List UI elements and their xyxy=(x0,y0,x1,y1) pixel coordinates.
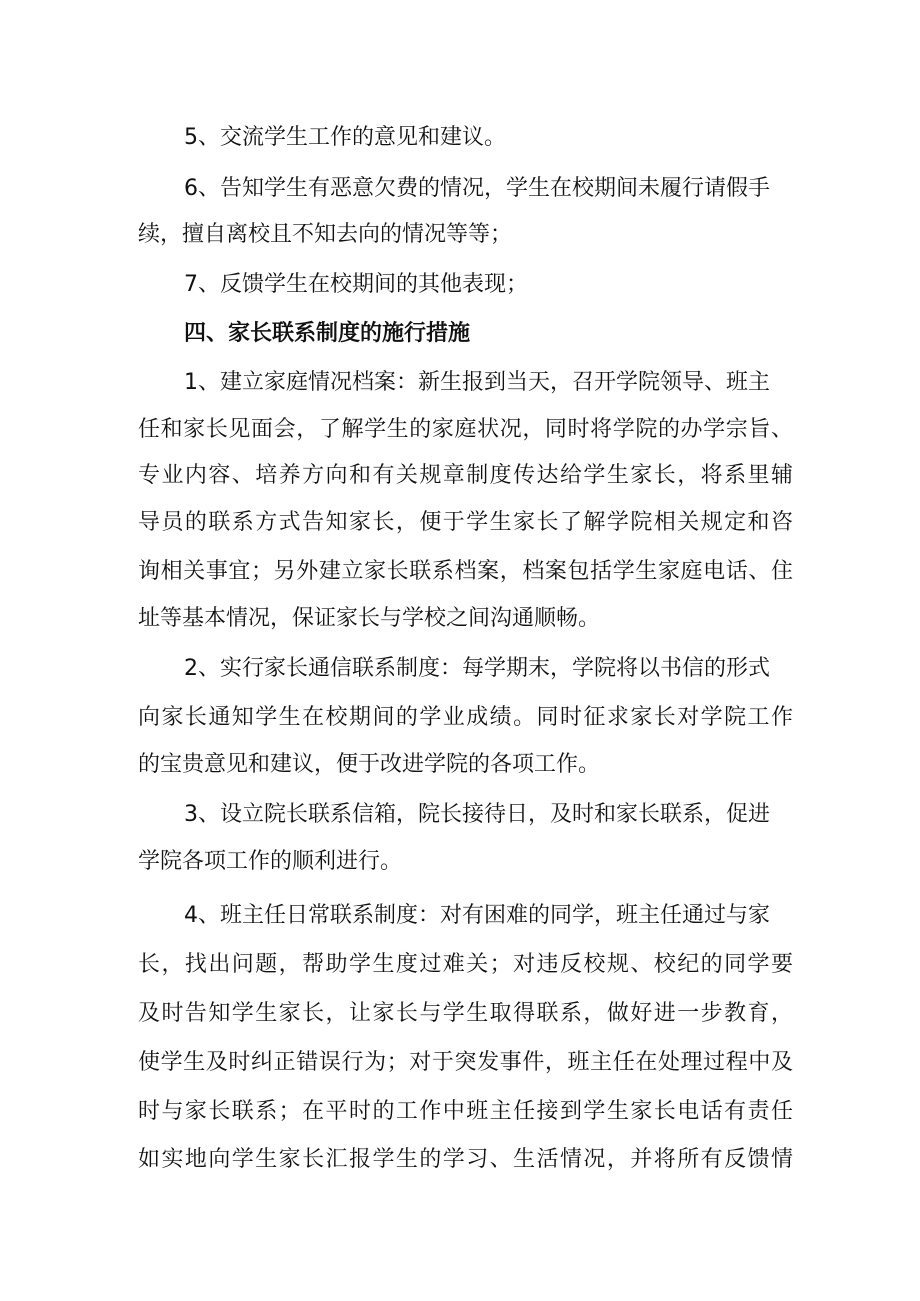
paragraph-4-line-5: 时与家长联系；在平时的工作中班主任接到学生家长电话有责任 xyxy=(138,1099,793,1124)
paragraph-4-line-1: 4、班主任日常联系制度：对有困难的同学，班主任通过与家 xyxy=(184,903,770,928)
paragraph-2-line-3: 的宝贵意见和建议，便于改进学院的各项工作。 xyxy=(138,752,601,777)
paragraph-1-line-2: 任和家长见面会，了解学生的家庭状况，同时将学院的办学宗旨、 xyxy=(138,417,793,442)
list-item-7: 7、反馈学生在校期间的其他表现； xyxy=(184,272,528,297)
paragraph-3-line-2: 学院各项工作的顺利进行。 xyxy=(138,849,403,874)
paragraph-4-line-6: 如实地向学生家长汇报学生的学习、生活情况，并将所有反馈情 xyxy=(138,1147,793,1172)
paragraph-4-line-2: 长，找出问题，帮助学生度过难关；对违反校规、校纪的同学要 xyxy=(138,952,793,977)
paragraph-1-line-1: 1、建立家庭情况档案：新生报到当天，召开学院领导、班主 xyxy=(184,370,770,395)
paragraph-1-line-5: 询相关事宜；另外建立家长联系档案，档案包括学生家庭电话、住 xyxy=(138,559,793,584)
paragraph-4-line-4: 使学生及时纠正错误行为；对于突发事件，班主任在处理过程中及 xyxy=(138,1050,793,1075)
paragraph-3-line-1: 3、设立院长联系信箱，院长接待日，及时和家长联系，促进 xyxy=(184,802,770,827)
list-item-5: 5、交流学生工作的意见和建议。 xyxy=(184,125,506,150)
paragraph-2-line-2: 向家长通知学生在校期间的学业成绩。同时征求家长对学院工作 xyxy=(138,705,793,730)
list-item-6-line-2: 续，擅自离校且不知去向的情况等等； xyxy=(138,222,513,247)
paragraph-1-line-3: 专业内容、培养方向和有关规章制度传达给学生家长，将系里辅 xyxy=(138,463,793,488)
paragraph-2-line-1: 2、实行家长通信联系制度：每学期末，学院将以书信的形式 xyxy=(184,656,770,681)
paragraph-1-line-4: 导员的联系方式告知家长，便于学生家长了解学院相关规定和咨 xyxy=(138,510,793,535)
paragraph-4-line-3: 及时告知学生家长，让家长与学生取得联系，做好进一步教育， xyxy=(138,1001,793,1026)
section-heading: 四、家长联系制度的施行措施 xyxy=(184,321,471,346)
paragraph-1-line-6: 址等基本情况，保证家长与学校之间沟通顺畅。 xyxy=(138,606,601,631)
list-item-6-line-1: 6、告知学生有恶意欠费的情况，学生在校期间未履行请假手 xyxy=(184,176,770,201)
